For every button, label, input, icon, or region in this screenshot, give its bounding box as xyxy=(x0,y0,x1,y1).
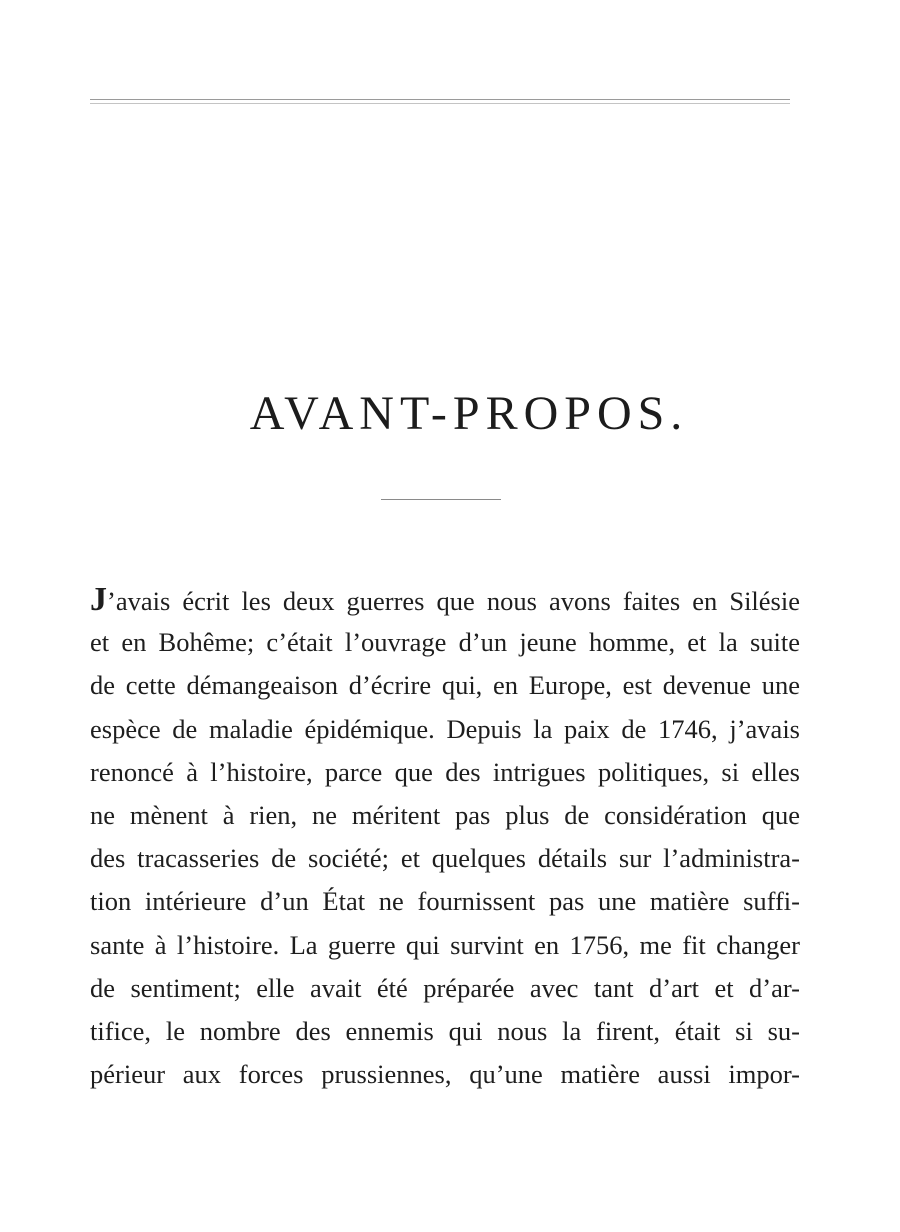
text-line: de cette démangeaison d’écrire qui, en Europe, est devenue une xyxy=(90,670,800,701)
text-line: des tracasseries de société; et quelques détails sur l’administra- xyxy=(90,843,800,874)
header-rule xyxy=(90,99,790,104)
page-title: AVANT-PROPOS. xyxy=(249,387,689,440)
text-line: espèce de maladie épidémique. Depuis la paix de 1746, j’avais xyxy=(90,713,800,744)
text-line: de sentiment; elle avait été préparée avec tant d’art et d’ar- xyxy=(90,972,800,1003)
text-line: ne mènent à rien, ne méritent pas plus de considération que xyxy=(90,799,800,830)
text-line: tion intérieure d’un État ne fournissent pas une matière suffi- xyxy=(90,886,800,917)
body-paragraph xyxy=(90,578,800,1096)
text-line: périeur aux forces prussiennes, qu’une matière aussi impor- xyxy=(90,1059,800,1090)
text-line-1 xyxy=(90,578,800,621)
text-line: sante à l’histoire. La guerre qui survint en 1756, me fit changer xyxy=(90,929,800,960)
text-line: tifice, le nombre des ennemis qui nous la firent, était si su- xyxy=(90,1015,800,1046)
title-divider xyxy=(381,499,501,500)
text-line: et en Bohême; c’était l’ouvrage d’un jeune homme, et la suite xyxy=(90,627,800,658)
drop-cap: J xyxy=(90,581,107,618)
text-line: renoncé à l’histoire, parce que des intrigues politiques, si elles xyxy=(90,756,800,787)
first-line-text: ’avais écrit les deux guerres que nous avons faites en Silésie xyxy=(107,586,800,616)
